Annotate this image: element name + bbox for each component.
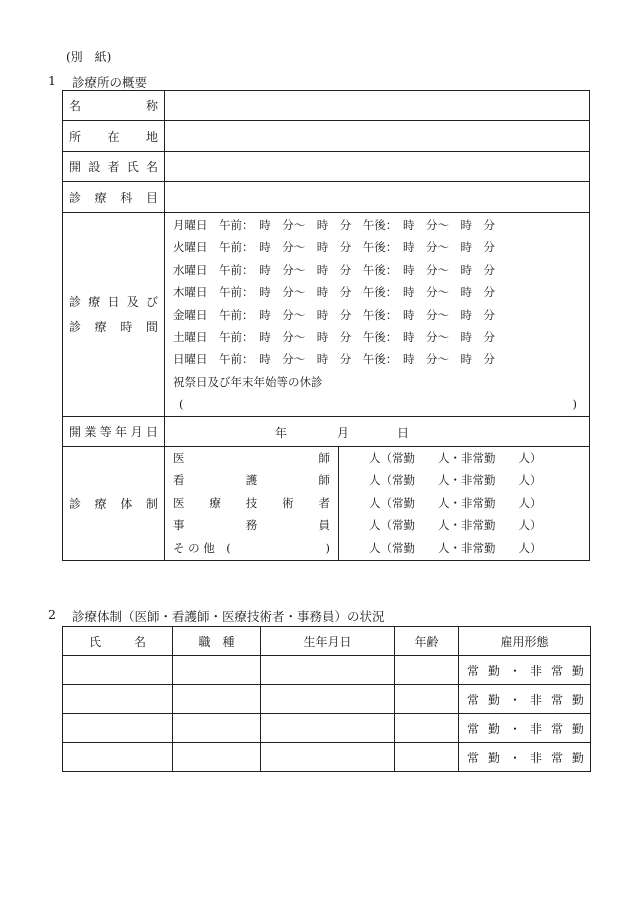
label-founder: 開 設 者 氏 名 <box>63 152 165 182</box>
schedule-saturday: 土曜日 午前： 時 分～ 時 分 午後： 時 分～ 時 分 <box>173 329 495 344</box>
schedule-thursday: 木曜日 午前： 時 分～ 時 分 午後： 時 分～ 時 分 <box>173 285 495 300</box>
clinic-overview-table <box>62 90 590 561</box>
cell-employment[interactable]: 常 勤 ・ 非 常 勤 <box>459 743 591 772</box>
field-address[interactable] <box>165 121 590 152</box>
cell-job[interactable] <box>173 714 261 743</box>
label-departments: 診 療 科 目 <box>63 182 165 213</box>
staff-detail-nurse: 人（常勤 人・非常勤 人） <box>369 473 542 488</box>
cell-name[interactable] <box>63 714 173 743</box>
field-hours[interactable] <box>165 213 590 417</box>
row-hours <box>63 213 590 417</box>
schedule-wednesday: 水曜日 午前： 時 分～ 時 分 午後： 時 分～ 時 分 <box>173 262 495 277</box>
staff-detail-clerk: 人（常勤 人・非常勤 人） <box>369 518 542 533</box>
holiday-note: 祝祭日及び年末年始等の休診 <box>173 374 323 389</box>
table-row <box>63 656 591 685</box>
cell-birth[interactable] <box>261 685 395 714</box>
schedule-friday: 金曜日 午前： 時 分～ 時 分 午後： 時 分～ 時 分 <box>173 307 495 322</box>
field-name[interactable] <box>165 91 590 121</box>
cell-age[interactable] <box>395 656 459 685</box>
label-address: 所 在 地 <box>63 121 165 152</box>
header-employment: 雇用形態 <box>459 627 591 656</box>
cell-age[interactable] <box>395 743 459 772</box>
header-job: 職 種 <box>173 627 261 656</box>
cell-job[interactable] <box>173 743 261 772</box>
month-unit: 月 <box>337 425 350 440</box>
staff-title-clerk: 事 務 員 <box>173 518 330 533</box>
attachment-note: (別 紙) <box>66 50 112 64</box>
staff-detail-doctor: 人（常勤 人・非常勤 人） <box>369 450 542 465</box>
staff-title-doctor: 医 師 <box>173 450 330 465</box>
label-staffing: 診 療 体 制 <box>63 446 165 560</box>
year-unit: 年 <box>275 425 288 440</box>
cell-name[interactable] <box>63 743 173 772</box>
row-founder <box>63 152 590 182</box>
staff-details[interactable] <box>339 446 590 560</box>
section1-title: 診療所の概要 <box>72 75 148 90</box>
cell-name[interactable] <box>63 656 173 685</box>
section2-number: 2 <box>48 607 56 622</box>
section2-title: 診療体制（医師・看護師・医療技術者・事務員）の状況 <box>72 609 385 624</box>
day-unit: 日 <box>397 425 410 440</box>
field-departments[interactable] <box>165 182 590 213</box>
label-hours: 診 療 日 及 び 診 療 時 間 <box>63 213 165 417</box>
row-address <box>63 121 590 152</box>
cell-birth[interactable] <box>261 743 395 772</box>
staff-title-other: そ の 他 ( ) <box>173 540 330 555</box>
label-name: 名 称 <box>63 91 165 121</box>
row-staffing <box>63 446 590 560</box>
row-start-date <box>63 416 590 446</box>
header-row <box>63 627 591 656</box>
field-founder[interactable] <box>165 152 590 182</box>
table-row <box>63 743 591 772</box>
cell-birth[interactable] <box>261 656 395 685</box>
holiday-input-parens[interactable]: ( ) <box>179 397 577 412</box>
row-name <box>63 91 590 121</box>
staff-status-table <box>62 626 591 772</box>
cell-employment[interactable]: 常 勤 ・ 非 常 勤 <box>459 685 591 714</box>
row-departments <box>63 182 590 213</box>
staff-detail-other: 人（常勤 人・非常勤 人） <box>369 540 542 555</box>
section1-number: 1 <box>48 73 56 88</box>
table-row <box>63 685 591 714</box>
schedule-monday: 月曜日 午前： 時 分～ 時 分 午後： 時 分～ 時 分 <box>173 218 495 232</box>
cell-employment[interactable]: 常 勤 ・ 非 常 勤 <box>459 714 591 743</box>
cell-employment[interactable]: 常 勤 ・ 非 常 勤 <box>459 656 591 685</box>
label-start-date: 開 業 等 年 月 日 <box>63 416 165 446</box>
schedule-sunday: 日曜日 午前： 時 分～ 時 分 午後： 時 分～ 時 分 <box>173 352 495 367</box>
staff-titles <box>165 446 339 560</box>
header-age: 年齢 <box>395 627 459 656</box>
header-birth: 生年月日 <box>261 627 395 656</box>
table-row <box>63 714 591 743</box>
cell-age[interactable] <box>395 714 459 743</box>
cell-job[interactable] <box>173 685 261 714</box>
cell-birth[interactable] <box>261 714 395 743</box>
schedule-tuesday: 火曜日 午前： 時 分～ 時 分 午後： 時 分～ 時 分 <box>173 240 495 255</box>
field-start-date[interactable] <box>165 416 590 446</box>
staff-detail-technician: 人（常勤 人・非常勤 人） <box>369 495 542 510</box>
cell-job[interactable] <box>173 656 261 685</box>
staff-title-nurse: 看 護 師 <box>173 473 330 488</box>
staff-title-technician: 医 療 技 術 者 <box>173 495 330 510</box>
header-name: 氏 名 <box>63 627 173 656</box>
cell-age[interactable] <box>395 685 459 714</box>
cell-name[interactable] <box>63 685 173 714</box>
